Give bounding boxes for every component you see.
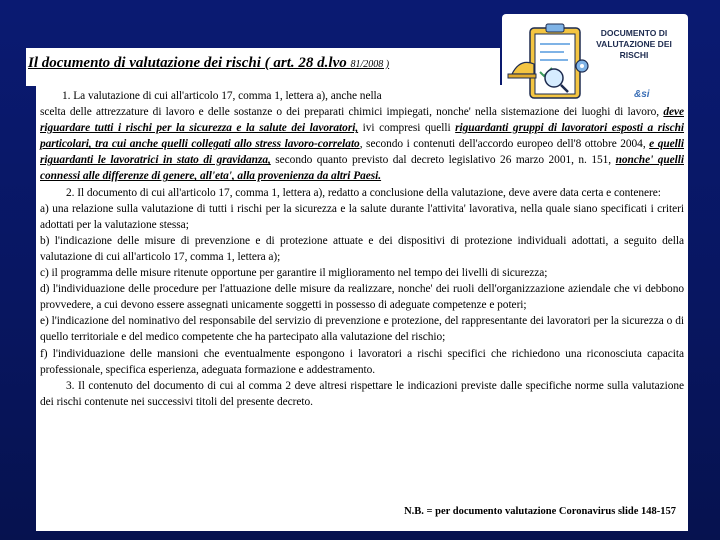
paragraph-1-h: secondo quanto previsto dal decreto legislativo 26 marzo 2001, n. 151, [270,154,616,167]
footnote: N.B. = per documento valutazione Coronavirus slide 148-157 [404,506,676,517]
paragraph-1-b: scelta delle attrezzature di lavoro e delle sostanze o dei preparati chimici impiegati, nonche' nella sistemazione dei luoghi di lavoro, [40,106,664,119]
paragraph-2: 2. Il documento di cui all'articolo 17, comma 1, lettera a), redatto a conclusione della valutazione, deve avere data certa e contenere: [66,186,661,199]
logo-title [586,28,682,61]
paragraph-1-e: riguardanti gruppi di lavoratori esposti a rischi particolari, tra cui anche quelli collegati allo stress lavoro-correlato [40,122,685,151]
logo-brand: &si [634,89,650,100]
slide-title-small: 81/2008 ) [350,59,390,70]
logo-title-line-2: VALUTAZIONE DEI [596,39,672,49]
logo-title-line-3: RISCHI [619,50,649,60]
slide-title [28,55,498,72]
body-text [40,88,684,410]
item-b: b) l'indicazione delle misure di prevenzione e di protezione attuate e dei dispositivi di protezione individuali adottati, a seguito della valutazione di cui all'articolo 17, comma 1, lettera a); [40,234,684,263]
item-c: c) il programma delle misure ritenute opportune per garantire il miglioramento nel tempo dei livelli di sicurezza; [40,267,548,280]
paragraph-1-c: deve riguardare tutti i rischi per la sicurezza e la salute dei lavoratori, [40,106,684,135]
logo-title-line-1: DOCUMENTO DI [600,28,668,38]
paragraph-1-start: 1. La valutazione di cui all'articolo 17, comma 1, lettera a), anche nella [62,90,382,102]
item-f: f) l'individuazione delle mansioni che eventualmente espongono i lavoratori a rischi specifici che richiedono una riconosciuta capacita professionale, specifica esperienza, adeguata formazione e addestramento. [40,347,684,376]
paragraph-1-g: e quelli riguardanti le lavoratrici in stato di gravidanza, [40,138,685,167]
slide-title-main: Il documento di valutazione dei rischi ( art. 28 d.lvo [28,55,351,71]
paragraph-1-i: nonche' quelli connessi alle differenze di genere, all'eta', alla provenienza da altri Paesi. [40,154,684,183]
item-e: e) l'indicazione del nominativo del responsabile del servizio di prevenzione e protezione, del rappresentante dei lavoratori per la sicurezza o di quello territoriale e del medico competente che ha partecipato alla valutazione del rischio; [40,315,684,344]
paragraph-1-d: ivi compresi quelli [358,122,456,135]
item-d: d) l'individuazione delle procedure per l'attuazione delle misure da realizzare, nonche' dei ruoli dell'organizzazione aziendale che vi debbono provvedere, a cui devono essere assegnati unicamente soggetti in possesso di adeguate competenze e poteri; [40,283,684,312]
paragraph-3: 3. Il contenuto del documento di cui al comma 2 deve altresi rispettare le indicazioni previste dalle specifiche norme sulla valutazione dei rischi contenute nei successivi titoli del presente decreto. [40,379,684,408]
paragraph-1-f: , secondo i contenuti dell'accordo europeo dell'8 ottobre 2004, [359,138,650,151]
paragraph-1 [40,88,684,185]
item-a: a) una relazione sulla valutazione di tutti i rischi per la sicurezza e la salute durante l'attivita' lavorativa, nella quale siano specificati i criteri adottati per la valutazione stessa; [40,202,684,231]
